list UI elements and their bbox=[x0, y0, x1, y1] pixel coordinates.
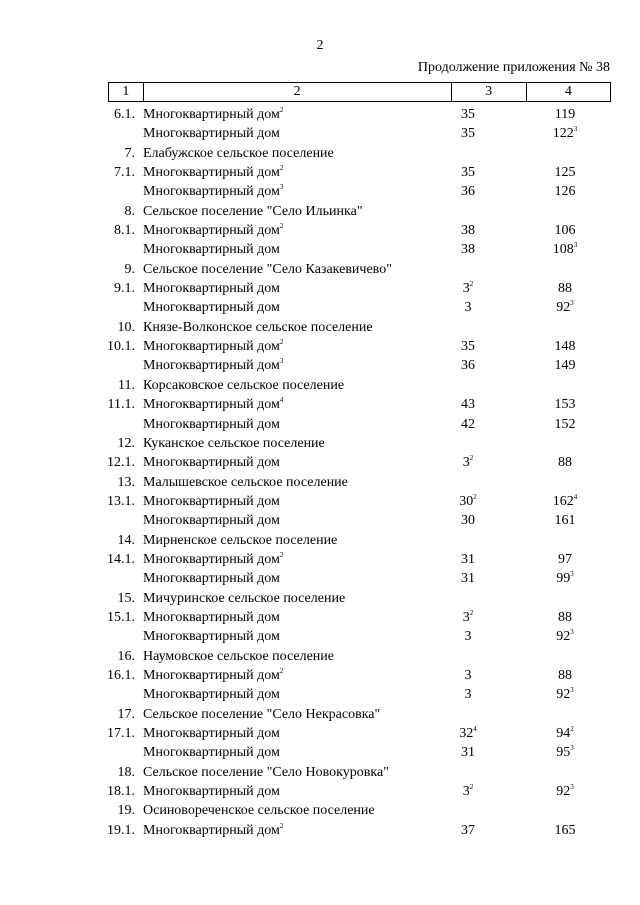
row-col4: 165 bbox=[554, 822, 576, 838]
row-col4: $162^4$ bbox=[552, 492, 578, 509]
row-col4-footnote: 3 bbox=[570, 628, 574, 637]
table-row bbox=[0, 550, 640, 569]
column-header-1: 1 bbox=[109, 83, 144, 102]
row-col4: $92^3$ bbox=[556, 299, 574, 316]
row-col3: 35 bbox=[461, 339, 475, 355]
row-col4: $92^3$ bbox=[556, 686, 574, 703]
row-name: Мичуринское сельское поселение bbox=[143, 590, 346, 606]
row-name-footnote: 2 bbox=[279, 666, 284, 675]
row-number: 10. bbox=[117, 319, 135, 335]
table-row bbox=[0, 221, 640, 240]
row-col3: 36 bbox=[461, 184, 475, 200]
table-row bbox=[0, 202, 640, 221]
table-row bbox=[0, 105, 640, 124]
row-col3: 30 bbox=[461, 513, 475, 529]
continuation-heading: Продолжение приложения № 38 bbox=[417, 60, 610, 75]
table-row bbox=[0, 724, 640, 743]
row-name: Многоквартирный дом$^4$ bbox=[143, 396, 284, 413]
row-col4: $122^3$ bbox=[552, 125, 578, 142]
row-col4-footnote: 3 bbox=[570, 299, 574, 308]
row-name-footnote: 2 bbox=[279, 164, 284, 173]
row-col3-footnote: 2 bbox=[469, 783, 474, 792]
row-number: 7. bbox=[124, 145, 135, 161]
row-name-footnote: 2 bbox=[279, 338, 284, 347]
row-col4: 126 bbox=[554, 184, 576, 200]
row-name: Многоквартирный дом$^2$ bbox=[143, 550, 284, 567]
row-col3: $3^2$ bbox=[462, 608, 474, 625]
page-number: 2 bbox=[316, 38, 324, 53]
row-col3: 31 bbox=[461, 551, 475, 567]
table-row bbox=[0, 685, 640, 704]
table-row bbox=[0, 434, 640, 453]
row-col4: 153 bbox=[554, 397, 576, 413]
row-col3: 3 bbox=[464, 687, 472, 703]
column-header-3: 3 bbox=[451, 83, 526, 102]
row-number: 6.1. bbox=[114, 107, 135, 122]
row-name: Многоквартирный дом$^2$ bbox=[143, 821, 284, 838]
row-number: 17. bbox=[117, 706, 135, 722]
table-row bbox=[0, 743, 640, 762]
row-col4: $92^3$ bbox=[556, 628, 574, 645]
row-col3-footnote: 2 bbox=[473, 492, 477, 501]
table-row bbox=[0, 279, 640, 298]
table-row bbox=[0, 376, 640, 395]
row-col4: 88 bbox=[558, 281, 572, 297]
row-name: Многоквартирный дом bbox=[143, 571, 280, 587]
table-row bbox=[0, 260, 640, 279]
row-name: Сельское поселение "Село Новокуровка" bbox=[143, 764, 389, 780]
row-col3: 37 bbox=[461, 822, 475, 838]
table-row bbox=[0, 492, 640, 511]
row-col4: 161 bbox=[554, 513, 576, 529]
row-number: 8. bbox=[124, 203, 135, 219]
row-col4: $108^3$ bbox=[552, 241, 578, 258]
row-number: 15.1. bbox=[107, 609, 135, 625]
row-col4: $94^2$ bbox=[556, 725, 574, 741]
row-number: 10.1. bbox=[107, 339, 135, 355]
row-name: Князе-Волконское сельское поселение bbox=[143, 319, 373, 335]
table-row bbox=[0, 144, 640, 163]
table-row bbox=[0, 298, 640, 317]
row-col4: 106 bbox=[554, 223, 576, 239]
row-number: 18.1. bbox=[107, 784, 135, 800]
row-col3: 3 bbox=[464, 300, 472, 316]
row-col4: 149 bbox=[554, 358, 576, 374]
row-number: 9. bbox=[124, 261, 135, 277]
table-row bbox=[0, 666, 640, 685]
row-name-footnote: 3 bbox=[279, 357, 284, 366]
row-name: Многоквартирный дом bbox=[143, 300, 280, 316]
table-row bbox=[0, 569, 640, 588]
row-col3: 35 bbox=[461, 107, 475, 122]
row-number: 17.1. bbox=[107, 726, 135, 741]
table-row bbox=[0, 240, 640, 259]
row-col3: 35 bbox=[461, 165, 475, 181]
row-col3: 38 bbox=[461, 242, 475, 258]
row-name: Многоквартирный дом$^3$ bbox=[143, 183, 284, 200]
row-col3: 35 bbox=[461, 126, 475, 142]
row-name: Многоквартирный дом$^2$ bbox=[143, 222, 284, 239]
table-row bbox=[0, 511, 640, 530]
table-row bbox=[0, 531, 640, 550]
row-col4: 125 bbox=[554, 165, 576, 181]
table-row bbox=[0, 337, 640, 356]
row-name: Сельское поселение "Село Казакевичево" bbox=[143, 261, 392, 277]
row-col3: $3^2$ bbox=[462, 783, 474, 800]
table-row bbox=[0, 608, 640, 627]
row-col4-footnote: 3 bbox=[573, 241, 578, 250]
row-col3: 36 bbox=[461, 358, 475, 374]
row-col3-footnote: 2 bbox=[469, 608, 474, 617]
row-col3: 31 bbox=[461, 571, 475, 587]
table-row bbox=[0, 163, 640, 182]
row-number: 9.1. bbox=[114, 281, 135, 297]
row-name: Многоквартирный дом$^2$ bbox=[143, 338, 284, 355]
row-name-footnote: 3 bbox=[279, 183, 284, 192]
table-row bbox=[0, 801, 640, 820]
table-row bbox=[0, 705, 640, 724]
row-number: 13.1. bbox=[107, 493, 135, 509]
row-col4-footnote: 3 bbox=[570, 783, 574, 792]
row-col3-footnote: 2 bbox=[469, 454, 474, 463]
row-name: Многоквартирный дом bbox=[143, 726, 280, 741]
row-col4: 88 bbox=[558, 667, 572, 683]
row-col4: 88 bbox=[558, 455, 572, 471]
row-name: Многоквартирный дом bbox=[143, 745, 280, 761]
table-row bbox=[0, 318, 640, 337]
row-name: Мирненское сельское поселение bbox=[143, 532, 338, 548]
row-name: Многоквартирный дом bbox=[143, 126, 280, 142]
row-number: 14.1. bbox=[107, 551, 135, 567]
row-number: 19.1. bbox=[107, 822, 135, 838]
table-row bbox=[0, 473, 640, 492]
table-row bbox=[0, 763, 640, 782]
row-col4-footnote: 2 bbox=[570, 725, 574, 733]
row-number: 7.1. bbox=[114, 165, 135, 181]
row-name: Многоквартирный дом bbox=[143, 455, 280, 471]
row-name-footnote: 4 bbox=[279, 396, 284, 405]
table-row bbox=[0, 821, 640, 840]
row-name: Куканское сельское поселение bbox=[143, 435, 325, 451]
row-name: Многоквартирный дом bbox=[143, 609, 280, 625]
row-col4-footnote: 3 bbox=[570, 686, 574, 695]
row-col4-footnote: 3 bbox=[573, 125, 578, 134]
row-name: Сельское поселение "Село Некрасовка" bbox=[143, 706, 381, 722]
row-name: Многоквартирный дом bbox=[143, 784, 280, 800]
row-number: 18. bbox=[117, 764, 135, 780]
row-name: Многоквартирный дом$^2$ bbox=[143, 666, 284, 683]
row-name: Многоквартирный дом$^3$ bbox=[143, 357, 284, 374]
row-col4-footnote: 3 bbox=[570, 744, 574, 753]
row-col3: 3 bbox=[464, 629, 472, 645]
row-number: 16. bbox=[117, 648, 135, 664]
row-col3: $3^2$ bbox=[462, 280, 474, 297]
row-name: Корсаковское сельское поселение bbox=[143, 377, 345, 393]
table-row bbox=[0, 627, 640, 646]
table-row bbox=[0, 182, 640, 201]
row-col3: 3 bbox=[464, 667, 472, 683]
row-name-footnote: 2 bbox=[279, 106, 284, 114]
row-col4-footnote: 4 bbox=[573, 492, 578, 501]
table-row bbox=[0, 356, 640, 375]
row-name: Многоквартирный дом bbox=[143, 493, 280, 509]
row-col3-footnote: 2 bbox=[469, 280, 474, 289]
table-row bbox=[0, 782, 640, 801]
row-number: 16.1. bbox=[107, 667, 135, 683]
row-col4: 152 bbox=[554, 416, 576, 432]
table-row bbox=[0, 124, 640, 143]
row-col3: 31 bbox=[461, 745, 475, 761]
row-number: 8.1. bbox=[114, 223, 135, 239]
row-number: 19. bbox=[117, 803, 135, 819]
row-number: 12.1. bbox=[107, 455, 135, 471]
row-col4: $99^3$ bbox=[556, 570, 574, 587]
row-name: Осиновореченское сельское поселение bbox=[143, 803, 375, 819]
row-col3: $30^2$ bbox=[459, 492, 477, 509]
row-name: Многоквартирный дом bbox=[143, 629, 280, 645]
column-header-2: 2 bbox=[143, 83, 451, 102]
row-col4: 88 bbox=[558, 609, 572, 625]
row-col3-footnote: 4 bbox=[473, 725, 477, 733]
row-name: Многоквартирный дом$^2$ bbox=[143, 106, 284, 122]
row-col4: 97 bbox=[558, 551, 572, 567]
row-col4: $95^3$ bbox=[556, 744, 574, 761]
row-name: Многоквартирный дом bbox=[143, 416, 280, 432]
row-name: Многоквартирный дом bbox=[143, 513, 280, 529]
row-col3: $3^2$ bbox=[462, 454, 474, 471]
row-number: 12. bbox=[117, 435, 135, 451]
row-col3: 43 bbox=[461, 397, 475, 413]
row-col3: 38 bbox=[461, 223, 475, 239]
row-name: Сельское поселение "Село Ильинка" bbox=[143, 203, 363, 219]
row-number: 15. bbox=[117, 590, 135, 606]
row-col3: 42 bbox=[461, 416, 475, 432]
row-number: 11. bbox=[118, 377, 135, 393]
row-name: Многоквартирный дом bbox=[143, 281, 280, 297]
row-number: 13. bbox=[117, 474, 135, 490]
row-number: 14. bbox=[117, 532, 135, 548]
row-col4-footnote: 3 bbox=[570, 570, 574, 579]
row-name-footnote: 2 bbox=[279, 222, 284, 231]
row-name: Многоквартирный дом bbox=[143, 687, 280, 703]
row-name: Малышевское сельское поселение bbox=[143, 474, 348, 490]
table-row bbox=[0, 415, 640, 434]
row-col4: 148 bbox=[554, 339, 576, 355]
row-name-footnote: 2 bbox=[279, 550, 284, 559]
column-header-table bbox=[108, 82, 611, 102]
row-name-footnote: 2 bbox=[279, 821, 284, 830]
table-row bbox=[0, 647, 640, 666]
row-name: Многоквартирный дом$^2$ bbox=[143, 164, 284, 181]
row-name: Многоквартирный дом bbox=[143, 242, 280, 258]
row-col4: 119 bbox=[554, 107, 576, 122]
row-name: Наумовское сельское поселение bbox=[143, 648, 335, 664]
table-row bbox=[0, 453, 640, 472]
row-col3: $32^4$ bbox=[459, 725, 477, 741]
row-col4: $92^3$ bbox=[556, 783, 574, 800]
row-number: 11.1. bbox=[107, 397, 135, 413]
row-name: Елабужское сельское поселение bbox=[143, 145, 334, 161]
column-header-4: 4 bbox=[526, 83, 610, 102]
table-row bbox=[0, 395, 640, 414]
table-body bbox=[0, 105, 640, 840]
table-row bbox=[0, 589, 640, 608]
